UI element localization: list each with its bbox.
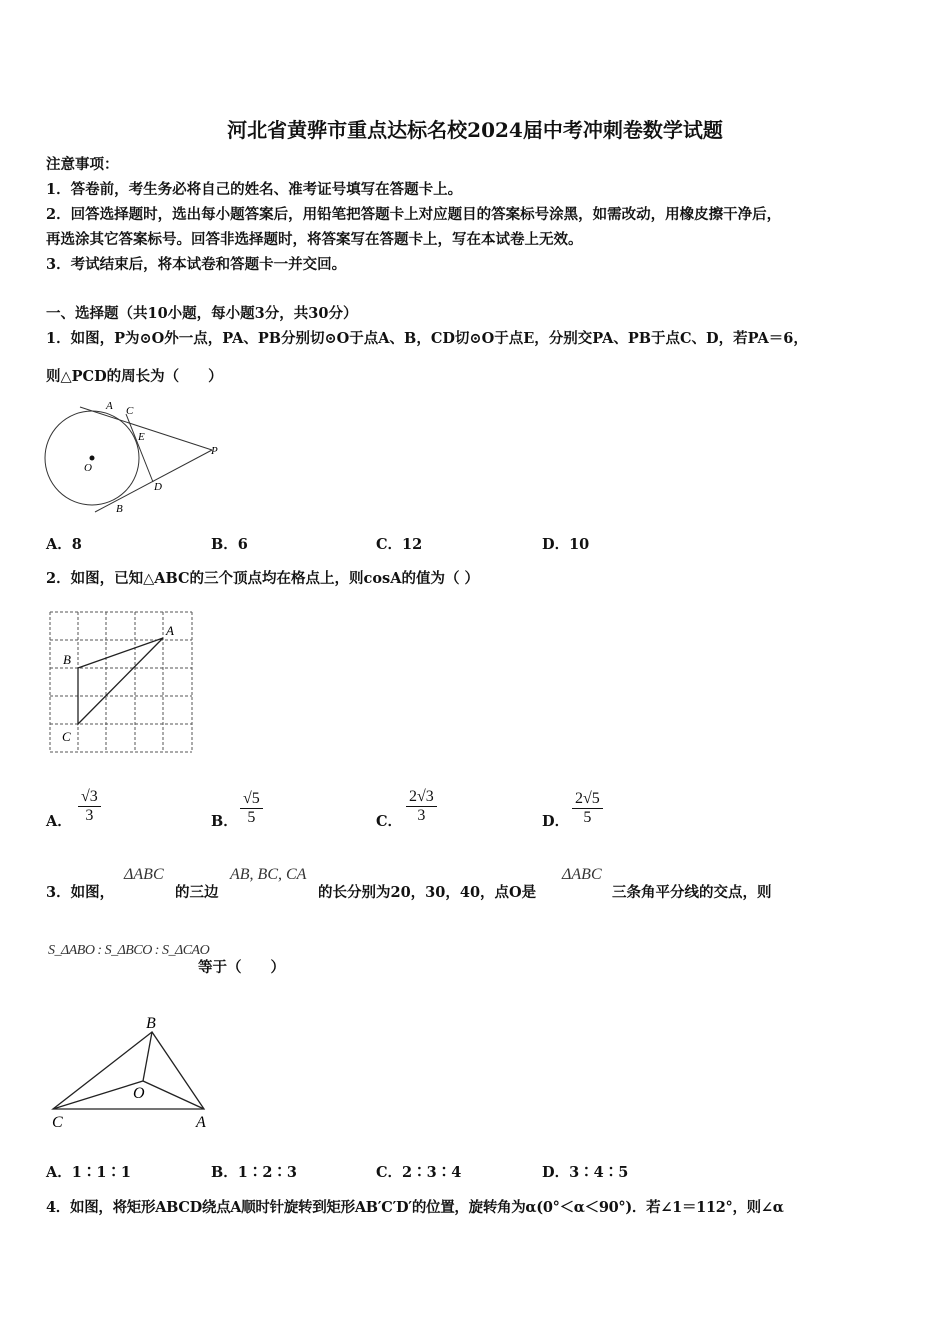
notice-heading: 注意事项：	[46, 156, 119, 173]
q1-option-d[interactable]: D．10	[542, 536, 590, 553]
q2-option-c-letter[interactable]: C．	[376, 813, 403, 830]
label: D	[154, 481, 162, 493]
notice-item: 再选涂其它答案标号。回答非选择题时，将答案写在答题卡上，写在本试卷上无效。	[46, 231, 583, 248]
label: C	[62, 729, 71, 744]
q2-stem: 2．如图，已知△ABC的三个顶点均在格点上，则cosA的值为（ ）	[46, 570, 480, 587]
label: B	[116, 503, 123, 515]
q3-option-a[interactable]: A．1∶1∶1	[46, 1164, 132, 1181]
q2-option-a-letter[interactable]: A．	[46, 813, 72, 830]
q2-grid-figure	[40, 605, 200, 760]
q3-stem: 三条角平分线的交点，则	[612, 884, 772, 901]
denominator: 3	[417, 807, 426, 824]
q1-stem: 1．如图，P为⊙O外一点，PA、PB分别切⊙O于点A、B，CD切⊙O于点E，分别交PA、PB于点C、D，若PA＝6，	[46, 330, 808, 347]
q2-option-d-letter[interactable]: D．	[542, 813, 570, 830]
q2-option-a-fraction[interactable]	[78, 788, 101, 825]
denominator: 5	[583, 809, 592, 826]
label: A	[166, 623, 174, 638]
notice-item: 1．答卷前，考生务必将自己的姓名、准考证号填写在答题卡上。	[46, 181, 463, 198]
q3-option-d[interactable]: D．3∶4∶5	[542, 1164, 629, 1181]
q1-option-c[interactable]: C．12	[376, 536, 423, 553]
q3-option-b[interactable]: B．1∶2∶3	[211, 1164, 298, 1181]
q3-stem: 3．如图，	[46, 884, 115, 901]
label: A	[196, 1114, 206, 1131]
q3-stem: 的三边	[175, 884, 219, 901]
label: A	[106, 400, 113, 412]
q1-option-a[interactable]: A．8	[46, 536, 82, 553]
math: ΔABC	[562, 866, 602, 883]
label: B	[63, 652, 71, 667]
denominator: 5	[247, 809, 256, 826]
math: AB, BC, CA	[230, 866, 307, 883]
q3-stem: 的长分别为20，30，40，点O是	[318, 884, 537, 901]
q3-stem: 等于（ ）	[198, 959, 285, 976]
numerator: √3	[78, 788, 101, 807]
q1-figure	[40, 395, 230, 520]
q3-figure	[45, 1010, 215, 1135]
label: C	[126, 405, 134, 417]
q3-option-c[interactable]: C．2∶3∶4	[376, 1164, 462, 1181]
label: O	[84, 462, 92, 474]
notice-item: 2．回答选择题时，选出每小题答案后，用铅笔把答题卡上对应题目的答案标号涂黑，如需改动，用橡皮擦干净后，	[46, 206, 782, 223]
label: C	[52, 1114, 63, 1131]
label: E	[138, 431, 145, 443]
denominator: 3	[85, 807, 94, 824]
q1-stem: 则△PCD的周长为（ ）	[46, 368, 223, 385]
numerator: 2√5	[572, 790, 603, 809]
math: ΔABC	[124, 866, 164, 883]
math: S_ΔABO : S_ΔBCO : S_ΔCAO	[48, 943, 210, 958]
notice-item: 3．考试结束后，将本试卷和答题卡一并交回。	[46, 256, 347, 273]
q2-option-d-fraction[interactable]	[572, 790, 603, 827]
q2-option-c-fraction[interactable]	[406, 788, 437, 825]
label: B	[146, 1015, 156, 1032]
page-title: 河北省黄骅市重点达标名校2024届中考冲刺卷数学试题	[227, 118, 723, 142]
label: O	[133, 1085, 145, 1102]
label: P	[211, 445, 218, 457]
numerator: √5	[240, 790, 263, 809]
q2-option-b-fraction[interactable]	[240, 790, 263, 827]
section-heading: 一、选择题（共10小题，每小题3分，共30分）	[46, 305, 358, 322]
q4-stem: 4．如图，将矩形ABCD绕点A顺时针旋转到矩形AB′C′D′的位置，旋转角为α(0°＜α＜90°)．若∠1＝112°，则∠α	[46, 1199, 784, 1216]
numerator: 2√3	[406, 788, 437, 807]
q2-option-b-letter[interactable]: B．	[211, 813, 238, 830]
q1-option-b[interactable]: B．6	[211, 536, 248, 553]
